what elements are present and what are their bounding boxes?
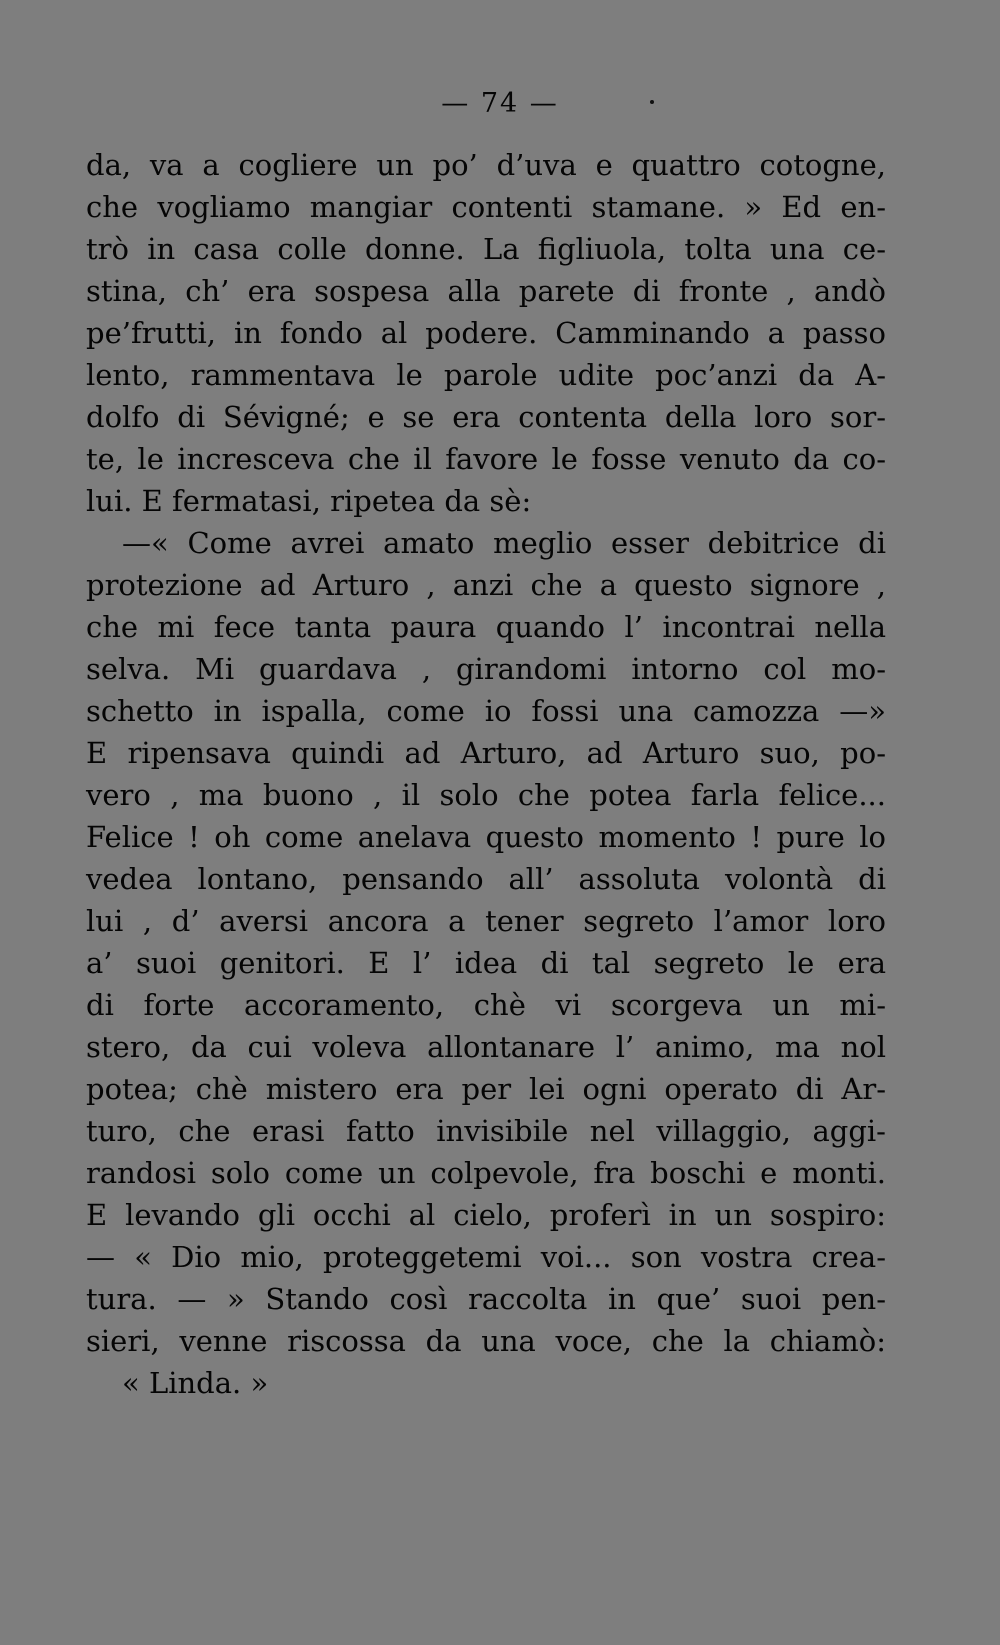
text-line: stina, ch’ era sospesa alla parete di fronte , andò xyxy=(86,274,886,308)
text-line: che vogliamo mangiar contenti stamane. » Ed en- xyxy=(86,190,886,224)
text-line: protezione ad Arturo , anzi che a questo signore , xyxy=(86,568,886,602)
text-line: di forte accoramento, chè vi scorgeva un mi- xyxy=(86,988,886,1022)
text-line: E levando gli occhi al cielo, proferì in un sospiro: xyxy=(86,1198,886,1232)
text-line: vero , ma buono , il solo che potea farla felice... xyxy=(86,778,886,812)
text-line: E ripensava quindi ad Arturo, ad Arturo suo, po- xyxy=(86,736,886,770)
text-line: da, va a cogliere un po’ d’uva e quattro cotogne, xyxy=(86,148,886,182)
text-line: dolfo di Sévigné; e se era contenta della loro sor- xyxy=(86,400,886,434)
page-speck xyxy=(650,100,654,104)
text-line: lui. E fermatasi, ripetea da sè: xyxy=(86,484,532,518)
text-line: te, le incresceva che il favore le fosse venuto da co- xyxy=(86,442,886,476)
text-line: Felice ! oh come anelava questo momento ! pure lo xyxy=(86,820,886,854)
text-line: trò in casa colle donne. La figliuola, tolta una ce- xyxy=(86,232,886,266)
text-line: pe’frutti, in fondo al podere. Camminando a passo xyxy=(86,316,886,350)
text-line: — « Dio mio, proteggetemi voi... son vostra crea- xyxy=(86,1240,886,1274)
text-line: a’ suoi genitori. E l’ idea di tal segreto le era xyxy=(86,946,886,980)
text-line: —« Come avrei amato meglio esser debitrice di xyxy=(122,526,886,560)
page-number: — 74 — xyxy=(441,88,559,119)
text-line: tura. — » Stando così raccolta in que’ suoi pen- xyxy=(86,1282,886,1316)
text-line: schetto in ispalla, come io fossi una camozza —» xyxy=(86,694,886,728)
text-line: turo, che erasi fatto invisibile nel villaggio, aggi- xyxy=(86,1114,886,1148)
text-line: sieri, venne riscossa da una voce, che la chiamò: xyxy=(86,1324,886,1358)
text-line: stero, da cui voleva allontanare l’ animo, ma nol xyxy=(86,1030,886,1064)
text-line: lui , d’ aversi ancora a tener segreto l’amor loro xyxy=(86,904,886,938)
text-line: che mi fece tanta paura quando l’ incontrai nella xyxy=(86,610,886,644)
text-line: lento, rammentava le parole udite poc’anzi da A- xyxy=(86,358,886,392)
text-line: vedea lontano, pensando all’ assoluta volontà di xyxy=(86,862,886,896)
body-text xyxy=(86,144,886,1404)
text-line: « Linda. » xyxy=(122,1366,269,1400)
text-line: randosi solo come un colpevole, fra boschi e monti. xyxy=(86,1156,886,1190)
text-line: selva. Mi guardava , girandomi intorno col mo- xyxy=(86,652,886,686)
text-line: potea; chè mistero era per lei ogni operato di Ar- xyxy=(86,1072,886,1106)
